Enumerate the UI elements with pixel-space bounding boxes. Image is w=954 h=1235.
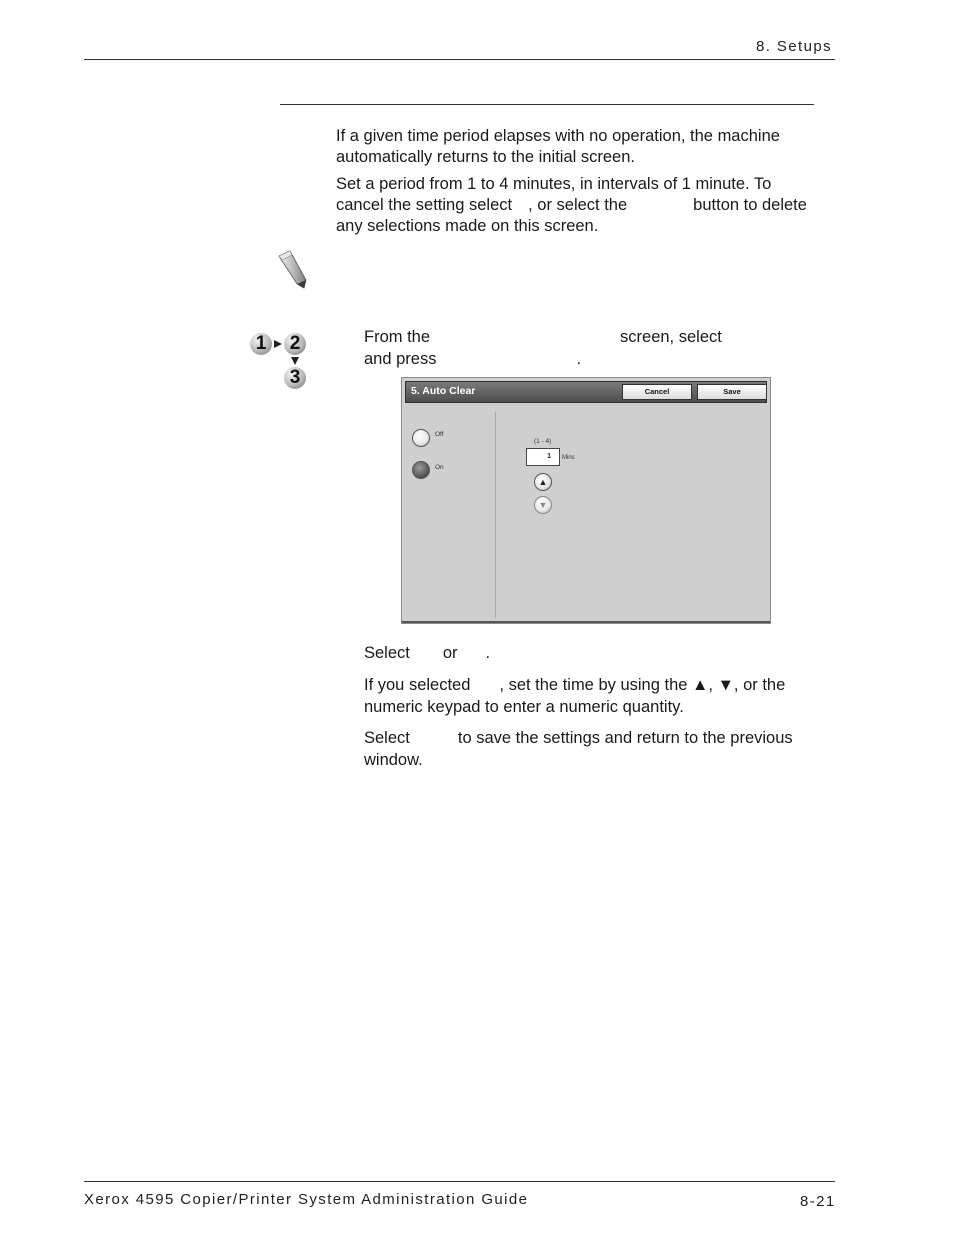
pencil-icon [276,250,310,290]
step-2-badge: 2 [284,333,306,355]
step-1-badge: 1 [250,333,272,355]
step-text: and press [364,350,437,368]
step-text: screen, select [620,328,722,346]
screen-bottom-edge [402,621,770,623]
save-button[interactable]: Save [697,384,767,400]
step-3-badge: 3 [284,367,306,389]
step-arrow-down-icon [290,356,300,366]
step-3-line-1 [364,675,834,696]
intro-text: button to delete [693,196,807,214]
step-arrow-right-icon [273,339,283,349]
down-arrow-icon: ▼ [717,676,734,694]
step-4-line-2: window. [364,751,423,769]
screen-divider [495,412,496,618]
guide-title: Xerox 4595 Copier/Printer System Administration Guide [84,1191,529,1208]
intro-paragraph-1: If a given time period elapses with no operation, the machine automatically returns to the initial screen. [336,127,780,166]
step-text: . [485,644,491,662]
step-text: If you selected [364,676,471,694]
off-radio[interactable] [412,429,430,447]
step-1-text [364,327,824,370]
intro-paragraph-2 [336,174,836,237]
off-label: Off [435,431,444,438]
step-1-line-1 [364,327,824,348]
step-2-text [364,643,490,664]
intro-text: cancel the setting select [336,196,513,214]
step-text: From the [364,328,431,346]
page-number: 8-21 [800,1193,836,1210]
step-text: , or the [733,676,786,694]
header-rule [84,59,835,60]
step-3-line-2: numeric keypad to enter a numeric quantity. [364,698,684,716]
step-text: to save the settings and return to the previous [457,729,793,747]
minutes-input[interactable]: 1 [526,448,560,466]
step-text: Select [364,729,410,747]
step-text: , set the time by using the [499,676,688,694]
step-text: , [708,676,713,694]
footer-rule [84,1181,835,1182]
intro-line-3: any selections made on this screen. [336,217,599,235]
step-4-text [364,728,834,771]
step-3-text [364,675,834,718]
step-1-line-2 [364,349,824,370]
step-text: or [442,644,458,662]
chapter-header: 8. Setups [756,38,832,55]
intro-line-1: Set a period from 1 to 4 minutes, in intervals of 1 minute. To [336,175,772,193]
increment-button[interactable]: ▲ [534,473,552,491]
step-text: . [576,350,582,368]
step-text: Select [364,644,410,662]
cancel-button[interactable]: Cancel [622,384,692,400]
section-rule [280,104,814,105]
range-label: (1 - 4) [534,438,552,445]
screen-title: 5. Auto Clear [411,385,476,397]
step-4-line-1 [364,728,834,749]
steps-123-icon [246,330,310,394]
decrement-button[interactable]: ▼ [534,496,552,514]
auto-clear-screen [401,377,771,624]
up-arrow-icon: ▲ [692,676,709,694]
intro-line-2 [336,195,836,216]
intro-text: , or select the [528,196,628,214]
screen-title-bar [405,381,767,403]
on-label: On [435,464,444,471]
on-radio[interactable] [412,461,430,479]
minutes-unit: Mins [562,455,575,461]
